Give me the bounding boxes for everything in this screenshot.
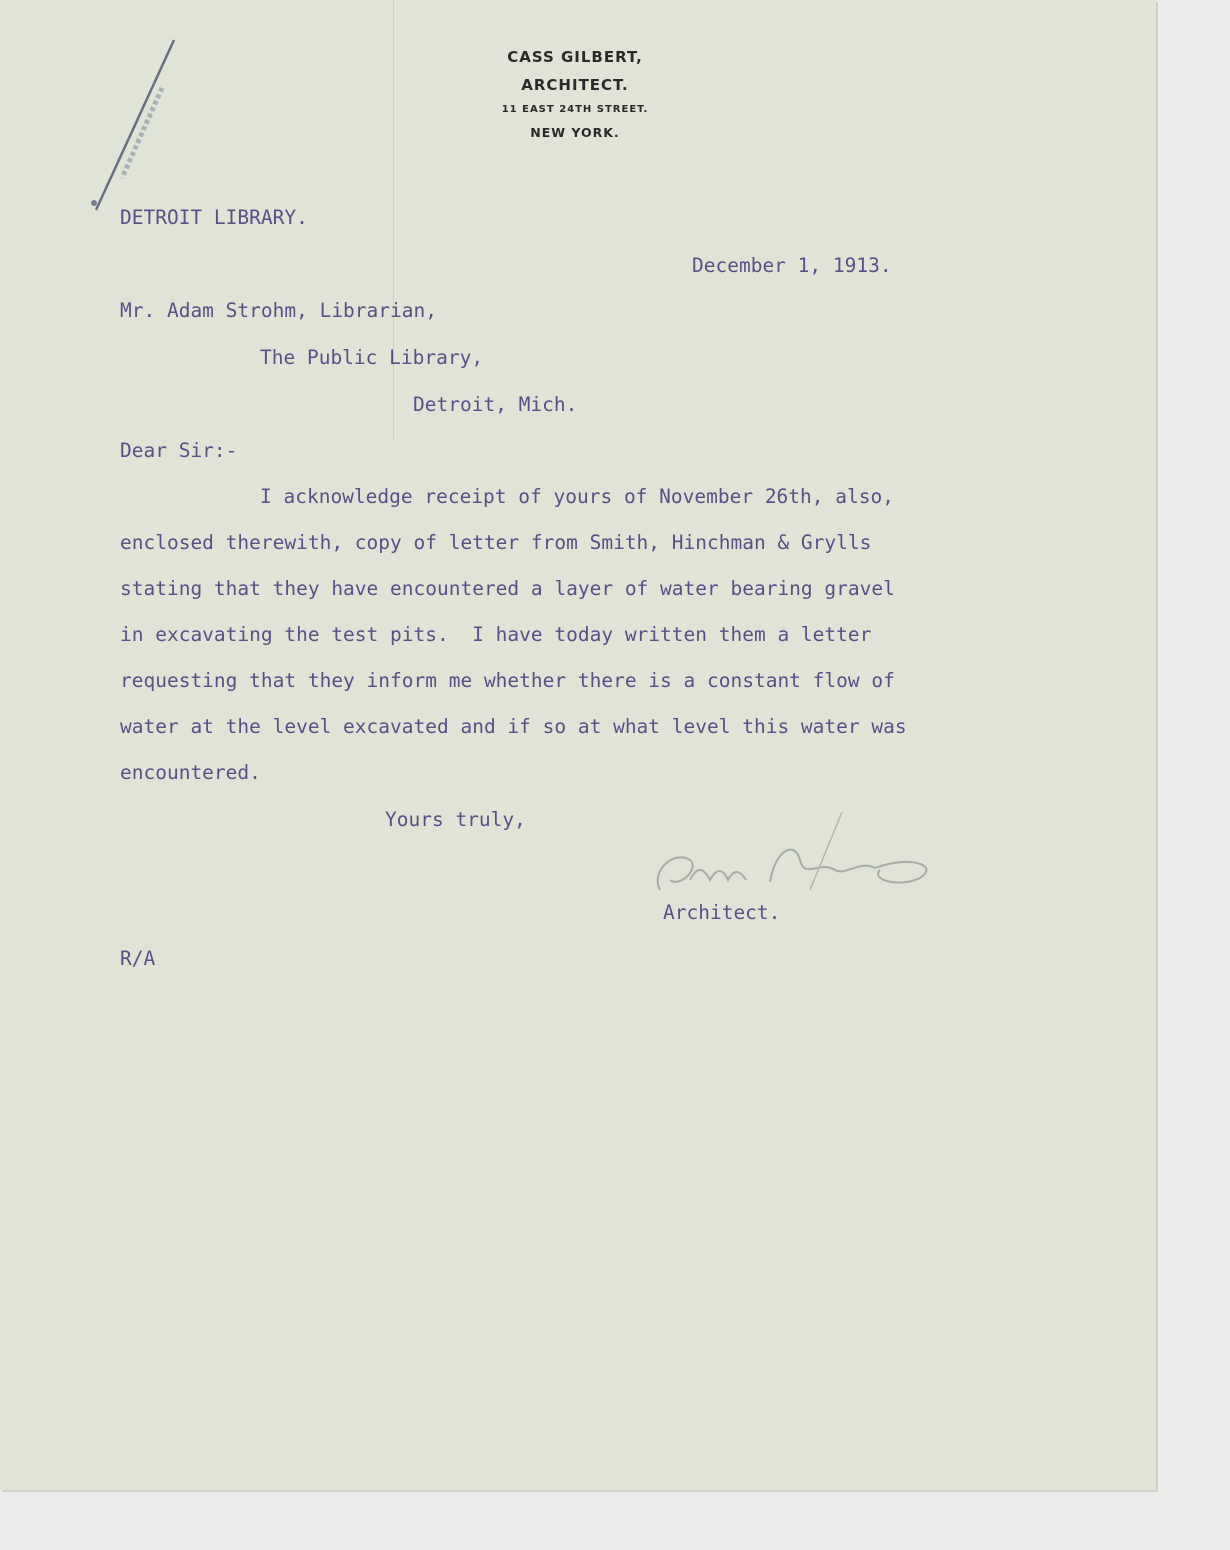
- body-line: stating that they have encountered a layer of water bearing gravel: [120, 577, 895, 600]
- letterhead-name: CASS GILBERT,: [507, 48, 643, 66]
- letterhead-title: ARCHITECT.: [521, 76, 629, 94]
- recipient-line-1: Mr. Adam Strohm, Librarian,: [120, 299, 437, 322]
- body-line: in excavating the test pits. I have today written them a letter: [120, 623, 872, 646]
- paper-fold-line: [393, 0, 394, 440]
- body-line: enclosed therewith, copy of letter from Smith, Hinchman & Grylls: [120, 531, 872, 554]
- body-line: requesting that they inform me whether there is a constant flow of: [120, 669, 895, 692]
- letterhead-address: 11 EAST 24TH STREET.: [501, 104, 649, 115]
- recipient-line-3: Detroit, Mich.: [413, 393, 578, 416]
- body-line: encountered.: [120, 761, 261, 784]
- letterhead-city: NEW YORK.: [530, 125, 620, 140]
- recipient-line-2: The Public Library,: [260, 346, 484, 369]
- letter-date: December 1, 1913.: [692, 254, 892, 277]
- handwritten-signature: [620, 810, 950, 910]
- subject-line: DETROIT LIBRARY.: [120, 206, 308, 229]
- received-stamp: [82, 38, 192, 218]
- closing: Yours truly,: [385, 808, 526, 831]
- body-line: I acknowledge receipt of yours of November 26th, also,: [260, 485, 894, 508]
- body-line: water at the level excavated and if so at what level this water was: [120, 715, 907, 738]
- typist-initials: R/A: [120, 947, 156, 970]
- signer-title: Architect.: [663, 901, 781, 924]
- salutation: Dear Sir:-: [120, 439, 238, 462]
